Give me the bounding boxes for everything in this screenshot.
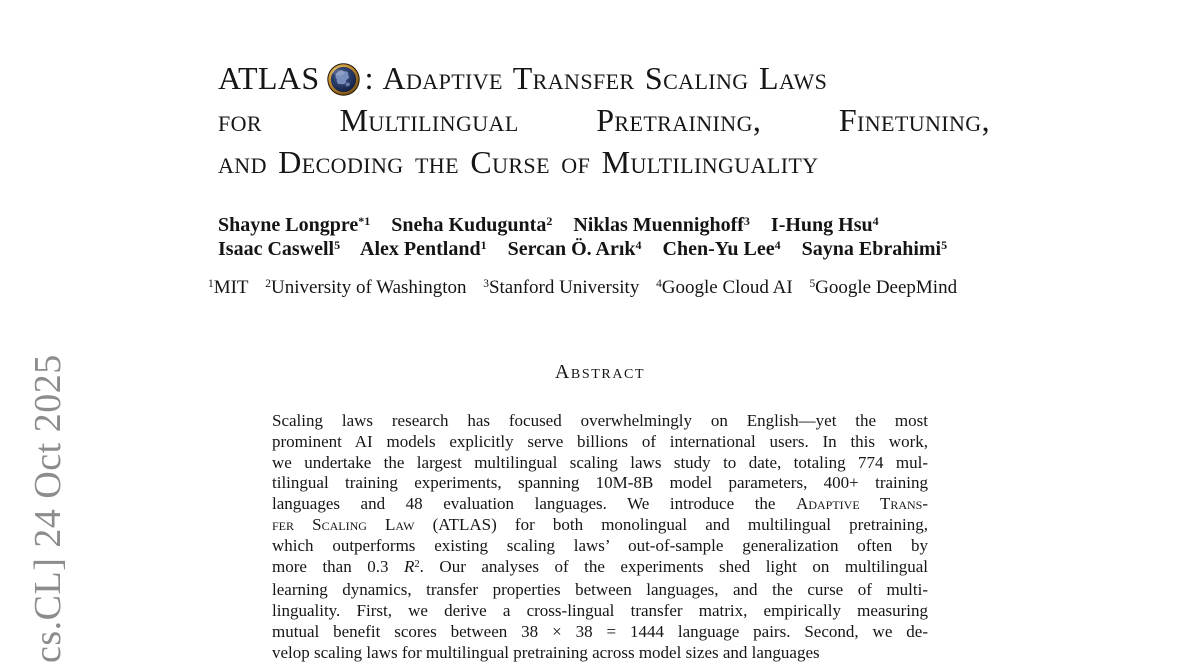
paper-title [218,57,990,183]
affiliation-mark: 4 [656,278,662,291]
affiliation-name: MIT [213,277,249,298]
author-name: Niklas Muennighoff [573,214,744,236]
affiliation-name: University of Washington [270,277,467,298]
title-line-2: for Multilingual Pretraining, Finetuning, [218,102,990,138]
affiliation [809,277,957,298]
abstract-line: fer Scaling Law (ATLAS) for both monolingual and multilingual pretraining, [272,514,928,534]
author-name: Alex Pentland [360,238,481,260]
author-affiliation-mark: 2 [546,214,553,228]
abstract-heading: Abstract [554,361,646,383]
abstract-line: Scaling laws research has focused overwhelmingly on English—yet the most [272,411,928,430]
author-name: Shayne Longpre [218,214,359,236]
title-line-1 [218,57,990,99]
abstract-line: mutual benefit scores between 38 × 38 = 1444 language pairs. Second, we de- [272,621,928,641]
author [218,214,370,236]
author-row-1 [218,214,990,238]
author-affiliation-mark: *1 [358,214,371,228]
abstract-line: learning dynamics, transfer properties between languages, and the curse of multi- [272,580,928,600]
author-name: Sneha Kudugunta [391,214,547,236]
title-line-3: and Decoding the Curse of Multilinguality [218,144,819,180]
globe-icon [327,63,360,96]
author-affiliation-mark: 3 [743,214,750,228]
author-list [218,214,990,262]
author [573,214,750,236]
author [391,214,552,236]
abstract-line: which outperforms existing scaling laws’ out-of-sample generalization often by [272,535,928,555]
abstract-line: more than 0.3 $R^2$. Our analyses of the experiments shed light on multilingual [272,556,929,576]
affiliation-mark: 3 [483,278,489,291]
arxiv-stamp: cs.CL] 24 Oct 2025 [27,354,69,663]
affiliation [656,277,793,298]
author-affiliation-mark: 4 [635,238,642,252]
affiliation-mark: 1 [208,278,214,291]
abstract-line: we undertake the largest multilingual scaling laws study to date, totaling 774 mul- [272,452,928,472]
affiliation [265,277,466,298]
author-affiliation-mark: 5 [941,238,948,252]
author-affiliation-mark: 1 [480,238,487,252]
abstract-line: languages and 48 evaluation languages. We introduce the Adaptive Trans- [272,494,928,514]
abstract-text [272,411,928,664]
author [360,238,487,260]
author [663,238,781,260]
author-name: Isaac Caswell [218,238,335,260]
affiliation-name: Google Cloud AI [661,277,793,298]
author-name: Sayna Ebrahimi [801,238,942,260]
affiliation-mark: 5 [809,278,816,291]
author-affiliation-mark: 4 [872,214,879,228]
author-affiliation-mark: 4 [774,238,781,252]
abstract-line: prominent AI models explicitly serve billions of international users. In this work, [272,431,928,451]
author [802,238,947,260]
author-name: Chen-Yu Lee [662,238,775,260]
author [508,238,642,260]
affiliation-name: Google DeepMind [815,277,958,298]
title-rest: : Adaptive Transfer Scaling Laws [364,60,828,96]
author [771,214,879,236]
abstract-line-clipped: velop scaling laws for multilingual pretraining across model sizes and languages [272,642,820,662]
affiliation-name: Stanford University [488,277,640,298]
author [218,238,340,260]
author-affiliation-mark: 5 [334,238,341,252]
affiliation-list [208,276,998,302]
author-row-2 [218,238,990,262]
author-name: I-Hung Hsu [770,214,873,236]
title-atlas: ATLAS [218,60,320,96]
abstract-line: tilingual training experiments, spanning 10M-8B model parameters, 400+ training [272,473,928,493]
abstract-line: linguality. First, we derive a cross-lingual transfer matrix, empirically measuring [272,601,928,621]
affiliation [208,277,249,298]
author-name: Sercan Ö. Arık [507,238,636,260]
affiliation-mark: 2 [265,278,271,291]
affiliation [483,277,639,298]
